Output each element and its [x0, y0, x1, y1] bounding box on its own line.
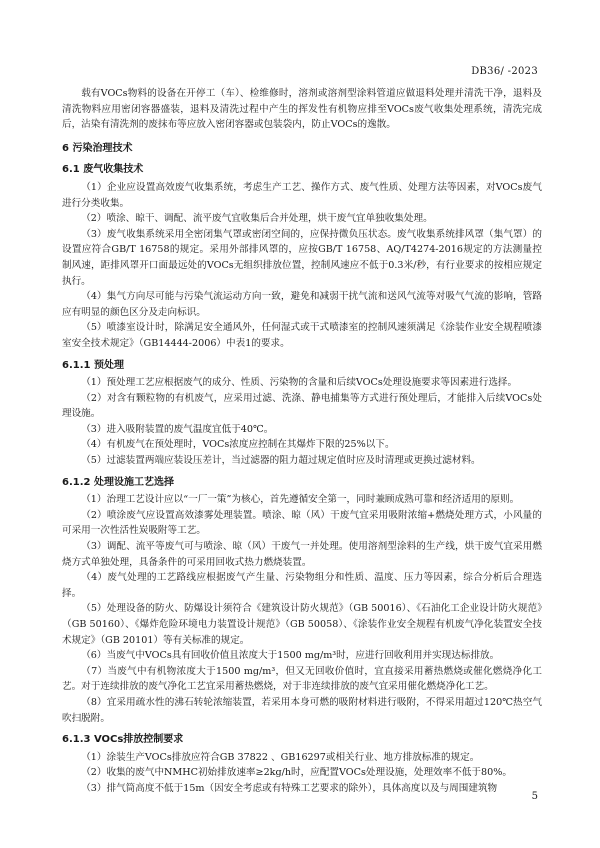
section-heading-6-1-3: 6.1.3 VOCs排放控制要求: [62, 734, 184, 746]
section-heading-6-1: 6.1 废气收集技术: [62, 164, 144, 176]
list-item: （3）进入吸附装置的废气温度宜低于40℃。: [81, 423, 274, 435]
list-item: （7）当废气中有机物浓度大于1500 mg/m³，但又无回收价值时，宜直接采用蓄热燃烧或催化燃烧净化工艺。对于连续排放的废气净化工艺宜采用蓄热燃烧，对于非连续排放的废气宜采用催化燃烧净化工艺。: [62, 665, 542, 693]
list-item: （2）喷涂废气应设置高效漆雾处理装置。喷涂、晾（风）干废气宜采用吸附浓缩+燃烧处理方式，小风量的可采用一次性活性炭吸附等工艺。: [62, 509, 542, 537]
list-item: （8）宜采用疏水性的沸石转轮浓缩装置，若采用本身可燃的吸附材料进行吸附，不得采用超过120℃热空气吹扫脱附。: [62, 696, 542, 724]
list-item: （4）废气处理的工艺路线应根据废气产生量、污染物组分和性质、温度、压力等因素，综合分析后合理选择。: [62, 572, 542, 599]
list-item: （5）喷漆室设计时，除满足安全通风外，任何湿式或干式喷漆室的控制风速须满足《涂装作业安全规程喷漆室安全技术规定》（GB14444-2006）中表1的要求。: [62, 322, 542, 349]
list-item: （5）过滤装置两端应装设压差计，当过滤器的阻力超过规定值时应及时清理或更换过滤材料。: [81, 455, 481, 467]
page-body: [62, 86, 542, 797]
list-item: （1）企业应设置高效废气收集系统，考虑生产工艺、操作方式、废气性质、处理方法等因素，对VOCs废气进行分类收集。: [62, 181, 542, 209]
list-item: （6）当废气中VOCs具有回收价值且浓度大于1500 mg/m³时，应进行回收利用并实现达标排放。: [81, 650, 500, 662]
list-item: （3）废气收集系统采用全密闭集气罩或密闭空间的，应保持微负压状态。废气收集系统排风罩（集气罩）的设置应符合GB/T 16758的规定。采用外部排风罩的，应按GB/T 16758、AQ/T4274-2016规定的方法测量控制风速，距排风罩开口面最远处的VOCs无组织排放位置，控制风速应不低于0.3米/秒，有行业要求的按相应规定执行。: [62, 228, 542, 287]
list-item: （1）预处理工艺应根据废气的成分、性质、污染物的含量和后续VOCs处理设施要求等因素进行选择。: [81, 377, 518, 389]
list-item: （3）排气筒高度不低于15m（因安全考虑或有特殊工艺要求的除外），具体高度以及与周围建筑物: [81, 782, 498, 794]
list-item: （3）调配、流平等废气可与喷涂、晾（风）干废气一并处理。使用溶剂型涂料的生产线，烘干废气宜采用燃烧方式单独处理，具备条件的可采用回收式热力燃烧装置。: [62, 541, 542, 568]
list-item: （1）治理工艺设计应以“一厂一策”为核心，首先遵循安全第一，同时兼顾成熟可靠和经济适用的原则。: [81, 494, 520, 506]
section-heading-6-1-2: 6.1.2 处理设施工艺选择: [62, 476, 174, 488]
section-heading-6: 6 污染治理技术: [62, 142, 133, 154]
list-item: （2）对含有颗粒物的有机废气，应采用过滤、洗涤、静电捕集等方式进行预处理后，才能排入后续VOCs处理设施。: [62, 392, 542, 420]
list-item: （1）涂装生产VOCs排放应符合GB 37822 、GB16297或相关行业、地方排放标准的规定。: [81, 751, 480, 763]
list-item: （2）喷涂、晾干、调配、流平废气宜收集后合并处理，烘干废气宜单独收集处理。: [81, 213, 433, 225]
document-code: DB36/ -2023: [471, 66, 538, 77]
intro-paragraph: 载有VOCs物料的设备在开停工（车）、检维修时，溶剂或溶剂型涂料管道应做退料处理并清洗干净，退料及清洗物料应用密闭容器盛装，退料及清洗过程中产生的挥发性有机物应排至VOCs废气收集处理系统，清洗完成后，沾染有清洗剂的废抹布等应放入密闭容器或包装袋内，防止VOCs的逸散。: [62, 88, 542, 131]
list-item: （5）处理设备的防火、防爆设计须符合《建筑设计防火规范》（GB 50016）、《石油化工企业设计防火规范》（GB 50160）、《爆炸危险环境电力装置设计规范》（GB 50058）、《涂装作业安全规程有机废气净化装置安全技术规定》（GB 20101）等有关标准的规定。: [62, 603, 542, 646]
list-item: （2）收集的废气中NMHC初始排放速率≥2kg/h时，应配置VOCs处理设施，处理效率不低于80%。: [81, 767, 512, 779]
section-heading-6-1-1: 6.1.1 预处理: [62, 359, 124, 371]
list-item: （4）集气方向尽可能与污染气流运动方向一致，避免和减弱干扰气流和送风气流等对吸气气流的影响，管路应有明显的颜色区分及走向标识。: [62, 291, 542, 318]
list-item: （4）有机废气在预处理时，VOCs浓度应控制在其爆炸下限的25%以下。: [81, 439, 395, 451]
page-number: 5: [531, 791, 538, 802]
